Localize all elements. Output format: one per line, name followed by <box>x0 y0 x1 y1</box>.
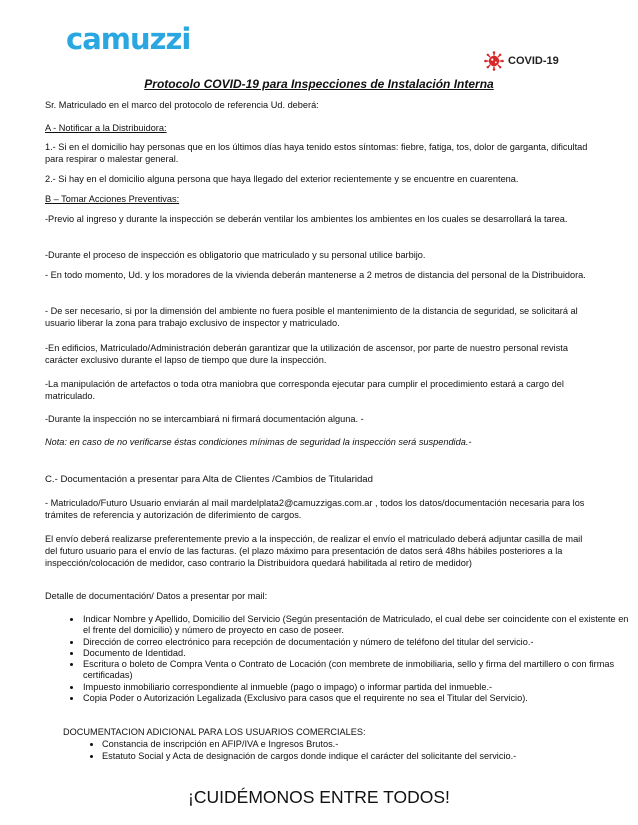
list-item: • Dirección de correo electrónico para recepción de documentación y número de teléfono del titular del servicio.- <box>82 637 632 648</box>
intro-text: Sr. Matriculado en el marco del protocolo de referencia Ud. deberá: <box>45 100 319 110</box>
section-b-item-1: -Previo al ingreso y durante la inspección se deberán ventilar los ambientes los ambientes en los cuales se desarrollará la tarea. <box>45 214 568 224</box>
virus-icon <box>484 51 504 71</box>
logo-wordmark: camuzzi <box>66 22 191 56</box>
page-title: Protocolo COVID-19 para Inspecciones de Instalación Interna <box>144 77 494 91</box>
section-b-item-3: - En todo momento, Ud. y los moradores de la vivienda deberán mantenerse a 2 metros de distancia del personal de la Distribuidora. <box>45 270 586 280</box>
section-b-item-5: -En edificios, Matriculado/Administración deberán garantizar que la utilización de ascensor, por parte de nuestro personal revista carácter exclusivo durante el lapso de tiempo que dure la inspección. <box>45 343 568 366</box>
documentation-list <box>45 614 632 704</box>
additional-docs-list <box>82 739 602 762</box>
section-b-item-2: -Durante el proceso de inspección es obligatorio que matriculado y su personal utilice barbijo. <box>45 250 426 260</box>
list-item: • Escritura o boleto de Compra Venta o Contrato de Locación (con membrete de inmobiliaria, sello y firma del martillero o con firmas certificadas) <box>82 659 632 682</box>
camuzzi-logo <box>66 22 218 56</box>
list-item: • Indicar Nombre y Apellido, Domicilio del Servicio (Según presentación de Matriculado, el cual debe ser coincidente con el existente en el frente del domicilio) y número de proyecto en caso de poseer. <box>82 614 632 637</box>
section-b-item-6: -La manipulación de artefactos o toda otra maniobra que corresponda ejecutar para cumplir el procedimiento estará a cargo del matriculado. <box>45 379 564 402</box>
list-item: • Copia Poder o Autorización Legalizada (Exclusivo para casos que el requirente no sea el Titular del Servicio). <box>82 693 632 704</box>
section-a-item-1: 1.- Si en el domicilio hay personas que en los últimos días haya tenido estos síntomas: fiebre, fatiga, tos, dolor de garganta, dificultad para respirar o malestar general. <box>45 142 588 165</box>
section-c-heading: C.- Documentación a presentar para Alta de Clientes /Cambios de Titularidad <box>45 474 373 485</box>
list-item: • Documento de Identidad. <box>82 648 632 659</box>
section-c-paragraph-1: - Matriculado/Futuro Usuario enviarán al mail mardelplata2@camuzzigas.com.ar , todos los datos/documentación necesaria para los trámites de referencia y autorización de diferimiento de cargos. <box>45 498 585 521</box>
covid-label: COVID-19 <box>508 55 559 67</box>
section-a-heading: A - Notificar a la Distribuidora: <box>45 123 167 133</box>
section-a-item-2: 2.- Si hay en el domicilio alguna persona que haya llegado del exterior recientemente y se encuentre en cuarentena. <box>45 174 519 184</box>
additional-docs-heading: DOCUMENTACION ADICIONAL PARA LOS USUARIOS COMERCIALES: <box>63 727 366 737</box>
section-b-note: Nota: en caso de no verificarse éstas condiciones mínimas de seguridad la inspección será suspendida.- <box>45 437 472 447</box>
section-b-item-4: - De ser necesario, si por la dimensión del ambiente no fuera posible el mantenimiento de la distancia de seguridad, se solicitará al usuario liberar la zona para trabajo exclusivo de inspector y matriculado. <box>45 306 578 329</box>
section-b-item-7: -Durante la inspección no se intercambiará ni firmará documentación alguna. - <box>45 414 364 424</box>
covid-badge <box>484 51 559 71</box>
footer-slogan: ¡CUIDÉMONOS ENTRE TODOS! <box>188 787 450 807</box>
section-c-detail-label: Detalle de documentación/ Datos a presentar por mail: <box>45 591 268 601</box>
section-c-paragraph-2: El envío deberá realizarse preferentemente previo a la inspección, de realizar el envío el matriculado deberá adjuntar casilla de mail del futuro usuario para el envío de las facturas. (el plazo máximo para presentación de datos será 48hs hábiles posteriores a la inspección/colocación de medidor, caso contrario la Distribuidora quedará habilitada al retiro de medidor) <box>45 534 583 569</box>
list-item: • Estatuto Social y Acta de designación de cargos donde indique el carácter del solicitante del servicio.- <box>102 751 602 763</box>
list-item: • Constancia de inscripción en AFIP/IVA e Ingresos Brutos.- <box>102 739 602 751</box>
section-b-heading: B – Tomar Acciones Preventivas: <box>45 194 180 204</box>
list-item: • Impuesto inmobiliario correspondiente al inmueble (pago o impago) o informar partida del inmueble.- <box>82 682 632 693</box>
